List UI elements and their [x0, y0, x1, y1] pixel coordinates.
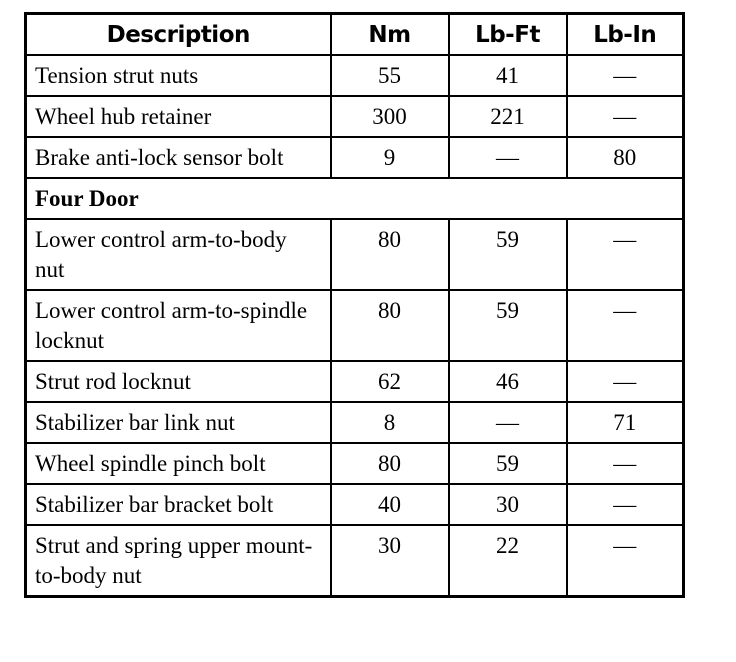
section-row [26, 178, 684, 219]
row-description: Wheel hub retainer [26, 96, 331, 137]
row-description: Stabilizer bar link nut [26, 402, 331, 443]
row-lbft: 22 [449, 525, 567, 597]
row-nm: 80 [331, 219, 449, 290]
table-row [26, 484, 684, 525]
row-description: Tension strut nuts [26, 55, 331, 96]
row-nm: 300 [331, 96, 449, 137]
table-row [26, 55, 684, 96]
table-row [26, 219, 684, 290]
table-row [26, 443, 684, 484]
row-lbft: 41 [449, 55, 567, 96]
row-nm: 30 [331, 525, 449, 597]
row-description: Stabilizer bar bracket bolt [26, 484, 331, 525]
row-lbin: — [567, 443, 684, 484]
header-row [26, 14, 684, 56]
table-row [26, 137, 684, 178]
row-description: Lower control arm-to-body nut [26, 219, 331, 290]
row-lbft: 59 [449, 219, 567, 290]
torque-spec-table [24, 12, 685, 598]
row-lbin: — [567, 484, 684, 525]
row-description: Wheel spindle pinch bolt [26, 443, 331, 484]
row-lbft: — [449, 402, 567, 443]
row-lbin: — [567, 290, 684, 361]
row-description: Lower control arm-to-spindle locknut [26, 290, 331, 361]
table-row [26, 361, 684, 402]
column-header-lbin: Lb-In [567, 14, 684, 56]
row-lbft: 221 [449, 96, 567, 137]
row-lbin: — [567, 55, 684, 96]
row-nm: 62 [331, 361, 449, 402]
table-row [26, 96, 684, 137]
row-lbin: — [567, 96, 684, 137]
row-description: Brake anti-lock sensor bolt [26, 137, 331, 178]
row-nm: 8 [331, 402, 449, 443]
section-title: Four Door [26, 178, 684, 219]
row-nm: 55 [331, 55, 449, 96]
row-lbin: — [567, 219, 684, 290]
row-lbin: — [567, 525, 684, 597]
row-description: Strut and spring upper mount-to-body nut [26, 525, 331, 597]
row-lbft: 46 [449, 361, 567, 402]
table-row [26, 402, 684, 443]
table-row [26, 525, 684, 597]
column-header-nm: Nm [331, 14, 449, 56]
column-header-description: Description [26, 14, 331, 56]
row-nm: 80 [331, 443, 449, 484]
row-description: Strut rod locknut [26, 361, 331, 402]
row-lbft: 30 [449, 484, 567, 525]
row-nm: 40 [331, 484, 449, 525]
column-header-lbft: Lb-Ft [449, 14, 567, 56]
row-lbft: 59 [449, 443, 567, 484]
row-lbin: — [567, 361, 684, 402]
row-nm: 9 [331, 137, 449, 178]
row-lbft: 59 [449, 290, 567, 361]
row-lbin: 80 [567, 137, 684, 178]
row-lbft: — [449, 137, 567, 178]
row-nm: 80 [331, 290, 449, 361]
table-row [26, 290, 684, 361]
row-lbin: 71 [567, 402, 684, 443]
